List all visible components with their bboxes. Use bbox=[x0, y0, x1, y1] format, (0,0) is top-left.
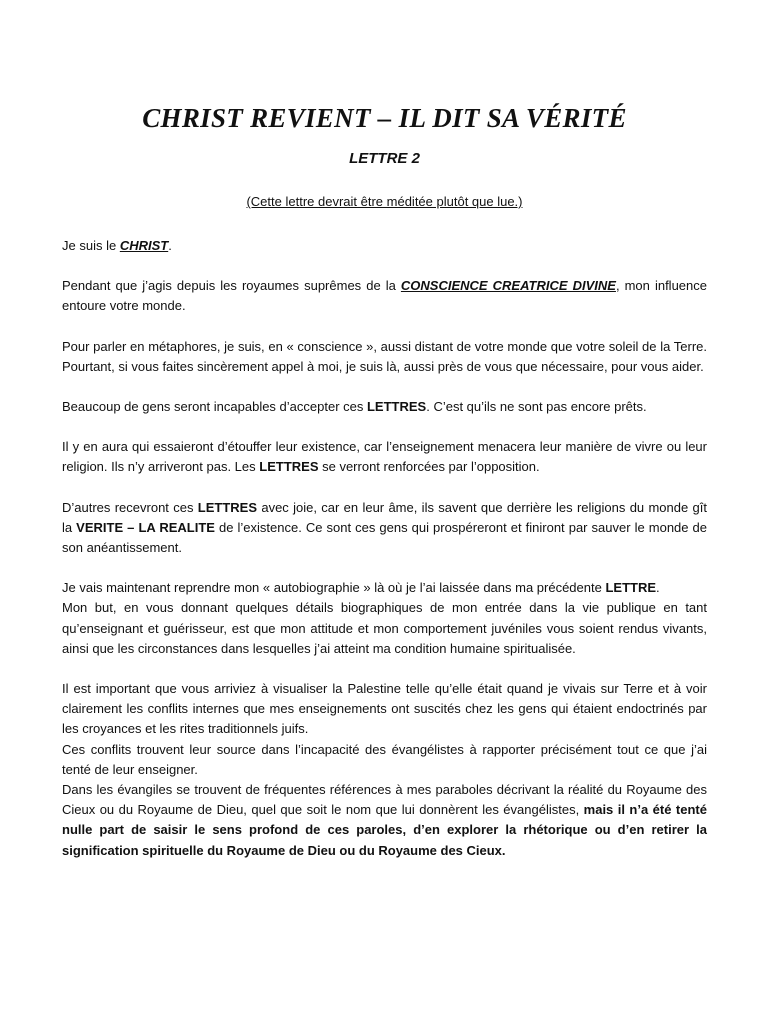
document-subtitle: LETTRE 2 bbox=[349, 150, 420, 167]
paragraph-2-text: Pendant que j’agis depuis les royaumes suprêmes de la bbox=[62, 278, 401, 294]
lettres-emphasis: LETTRES bbox=[197, 499, 258, 515]
paragraph-10 bbox=[62, 780, 707, 861]
bold-conclusion: mais il n’a été tenté nulle part de saisir le sens profond de ces paroles, d’en explorer la rhétorique ou d’en retirer la signification spirituelle du Royaume de Dieu ou du Royaume des Cieux. bbox=[62, 802, 707, 858]
paragraph-6-end: de l’existence. Ce sont ces gens qui prospéreront et finiront par sauver le monde de son anéantissement. bbox=[62, 519, 708, 556]
paragraph-3: Pour parler en métaphores, je suis, en « conscience », aussi distant de votre monde que votre soleil de la Terre. Pourtant, si vous faites sincèrement appel à moi, je suis là, aussi près de vous que nécessaire, pour vous aider. bbox=[62, 338, 707, 374]
document-page bbox=[62, 100, 707, 861]
lettre-emphasis: LETTRE bbox=[605, 580, 657, 596]
conscience-emphasis: CONSCIENCE CREATRICE DIVINE bbox=[400, 278, 616, 294]
paragraph-7-period: . bbox=[656, 580, 660, 596]
paragraph-2-end: , mon influence entoure votre monde. bbox=[62, 278, 707, 314]
paragraph-7-text: Je vais maintenant reprendre mon « autobiographie » là où je l’ai laissée dans ma précédente bbox=[62, 580, 606, 596]
paragraph-5-end: se verront renforcées par l’opposition. bbox=[318, 459, 540, 475]
document-title: CHRIST REVIENT – IL DIT SA VÉRITÉ bbox=[142, 103, 627, 133]
paragraph-7 bbox=[62, 578, 707, 598]
paragraph-6 bbox=[62, 498, 707, 559]
paragraph-4 bbox=[62, 397, 707, 417]
paragraph-1-end: . bbox=[168, 238, 172, 253]
paragraph-5 bbox=[62, 437, 707, 477]
paragraph-10-text: Dans les évangiles se trouvent de fréquentes références à mes paraboles décrivant la réalité du Royaume des Cieux ou du Royaume de Dieu, quel que soit le nom que lui donnèrent les évangélistes, bbox=[62, 782, 707, 818]
paragraph-5-text: Il y en aura qui essaieront d’étouffer leur existence, car l’enseignement menacera leur manière de vivre ou leur religion. Ils n’y arriveront pas. Les bbox=[62, 439, 707, 475]
paragraph-7-continued: Mon but, en vous donnant quelques détails biographiques de mon entrée dans la vie publique en tant qu’enseignant et guérisseur, est que mon attitude et mon comportement juvéniles vous soient rendus vivants, ainsi que les circonstances dans lesquelles j’ai atteint ma condition humaine spiritualisée. bbox=[62, 600, 707, 656]
lettres-emphasis: LETTRES bbox=[366, 399, 427, 415]
reading-note: (Cette lettre devrait être méditée plutôt que lue.) bbox=[246, 194, 523, 209]
paragraph-9: Ces conflits trouvent leur source dans l’incapacité des évangélistes à rapporter précisément tout ce que j’ai tenté de leur enseigner. bbox=[62, 741, 707, 777]
paragraph-1-text: Je suis le bbox=[62, 238, 120, 253]
lettres-emphasis: LETTRES bbox=[259, 459, 319, 475]
paragraph-4-end: . C’est qu’ils ne sont pas encore prêts. bbox=[426, 399, 647, 415]
paragraph-1 bbox=[62, 236, 707, 256]
christ-emphasis: CHRIST bbox=[119, 238, 169, 253]
paragraph-4-text: Beaucoup de gens seront incapables d’accepter ces bbox=[62, 399, 367, 415]
verite-emphasis: VERITE – LA REALITE bbox=[76, 519, 215, 535]
paragraph-6-middle: avec joie, car en leur âme, ils savent que derrière les religions du monde gît la bbox=[62, 499, 707, 535]
paragraph-6-text: D’autres recevront ces bbox=[62, 499, 198, 515]
paragraph-8: Il est important que vous arriviez à visualiser la Palestine telle qu’elle était quand je vivais sur Terre et à voir clairement les conflits internes que mes enseignements ont suscités chez les gens qui étaient endoctrinés par les croyances et les rites traditionnels juifs. bbox=[62, 681, 707, 737]
paragraph-2 bbox=[62, 276, 707, 316]
